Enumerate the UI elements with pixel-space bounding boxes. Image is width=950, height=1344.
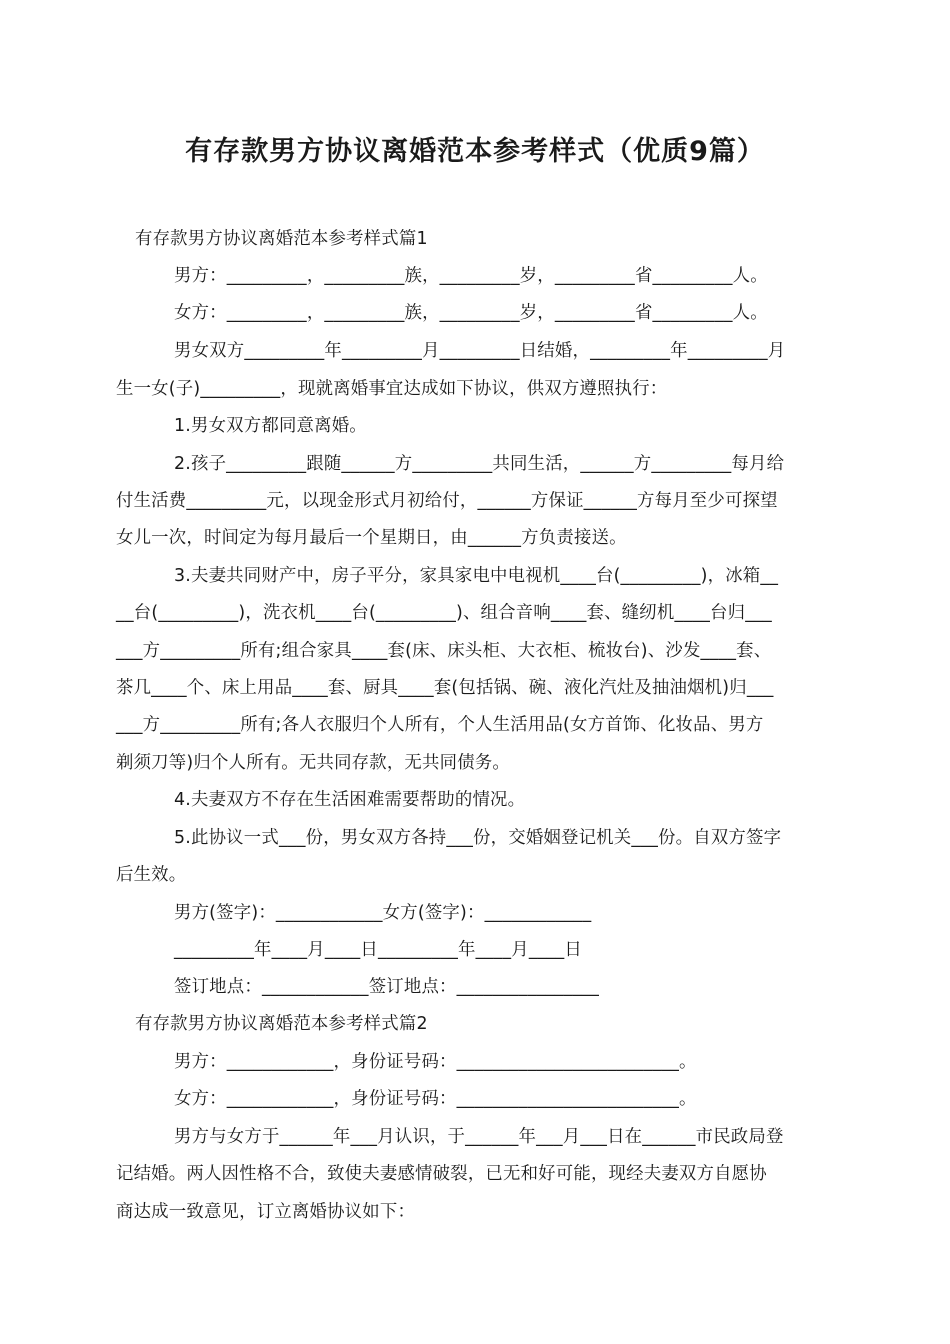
paragraph-line: 生一女(子)_________，现就离婚事宜达成如下协议，供双方遵照执行： [116,379,668,399]
paragraph-line: 剃须刀等)归个人所有。无共同存款，无共同债务。 [116,753,510,773]
section-heading-1: 有存款男方协议离婚范本参考样式篇1 [135,229,428,249]
paragraph-line: ___方_________所有;组合家具____套(床、床头柜、大衣柜、梳妆台)、沙发____套、 [116,641,772,661]
paragraph-line: 商达成一致意见，订立离婚协议如下： [116,1202,416,1222]
paragraph-line: 女儿一次，时间定为每月最后一个星期日，由______方负责接送。 [116,528,627,548]
date-line: _________年____月____日_________年____月____日 [174,940,582,960]
clause-1: 1.男女双方都同意离婚。 [174,416,367,436]
female-id-line: 女方：____________，身份证号码：_________________________。 [174,1089,697,1109]
location-line: 签订地点：____________签订地点：________________ [174,977,599,997]
signature-line: 男方(签字)：____________女方(签字)：____________ [174,903,592,923]
paragraph-line: ___方_________所有;各人衣服归个人所有，个人生活用品(女方首饰、化妆品、男方 [116,715,764,735]
paragraph-line: 付生活费_________元，以现金形式月初给付，______方保证______方每月至少可探望 [116,491,778,511]
paragraph-line: __台(_________)，洗衣机____台(_________)、组合音响____套、缝纫机____台归___ [116,603,772,623]
clause-5: 5.此协议一式___份，男女双方各持___份，交婚姻登记机关___份。自双方签字 [174,828,782,848]
paragraph-line: 男女双方_________年_________月_________日结婚，_________年_________月 [174,341,786,361]
male-info-line: 男方：_________，_________族，_________岁，_________省_________人。 [174,266,768,286]
clause-4: 4.夫妻双方不存在生活困难需要帮助的情况。 [174,790,526,810]
section-heading-2: 有存款男方协议离婚范本参考样式篇2 [135,1014,428,1034]
paragraph-line: 记结婚。两人因性格不合，致使夫妻感情破裂，已无和好可能，现经夫妻双方自愿协 [116,1164,767,1184]
clause-3: 3.夫妻共同财产中，房子平分，家具家电中电视机____台(_________)，冰箱__ [174,566,779,586]
paragraph-line: 茶几____个、床上用品____套、厨具____套(包括锅、碗、液化汽灶及抽油烟机)归___ [116,678,774,698]
document-title: 有存款男方协议离婚范本参考样式（优质9篇） [185,136,765,167]
female-info-line: 女方：_________，_________族，_________岁，_________省_________人。 [174,303,768,323]
paragraph-line: 男方与女方于______年___月认识，于______年___月___日在______市民政局登 [174,1127,784,1147]
clause-2: 2.孩子_________跟随______方_________共同生活，______方_________每月给 [174,454,785,474]
male-id-line: 男方：____________，身份证号码：_________________________。 [174,1052,697,1072]
paragraph-line: 后生效。 [116,865,187,885]
